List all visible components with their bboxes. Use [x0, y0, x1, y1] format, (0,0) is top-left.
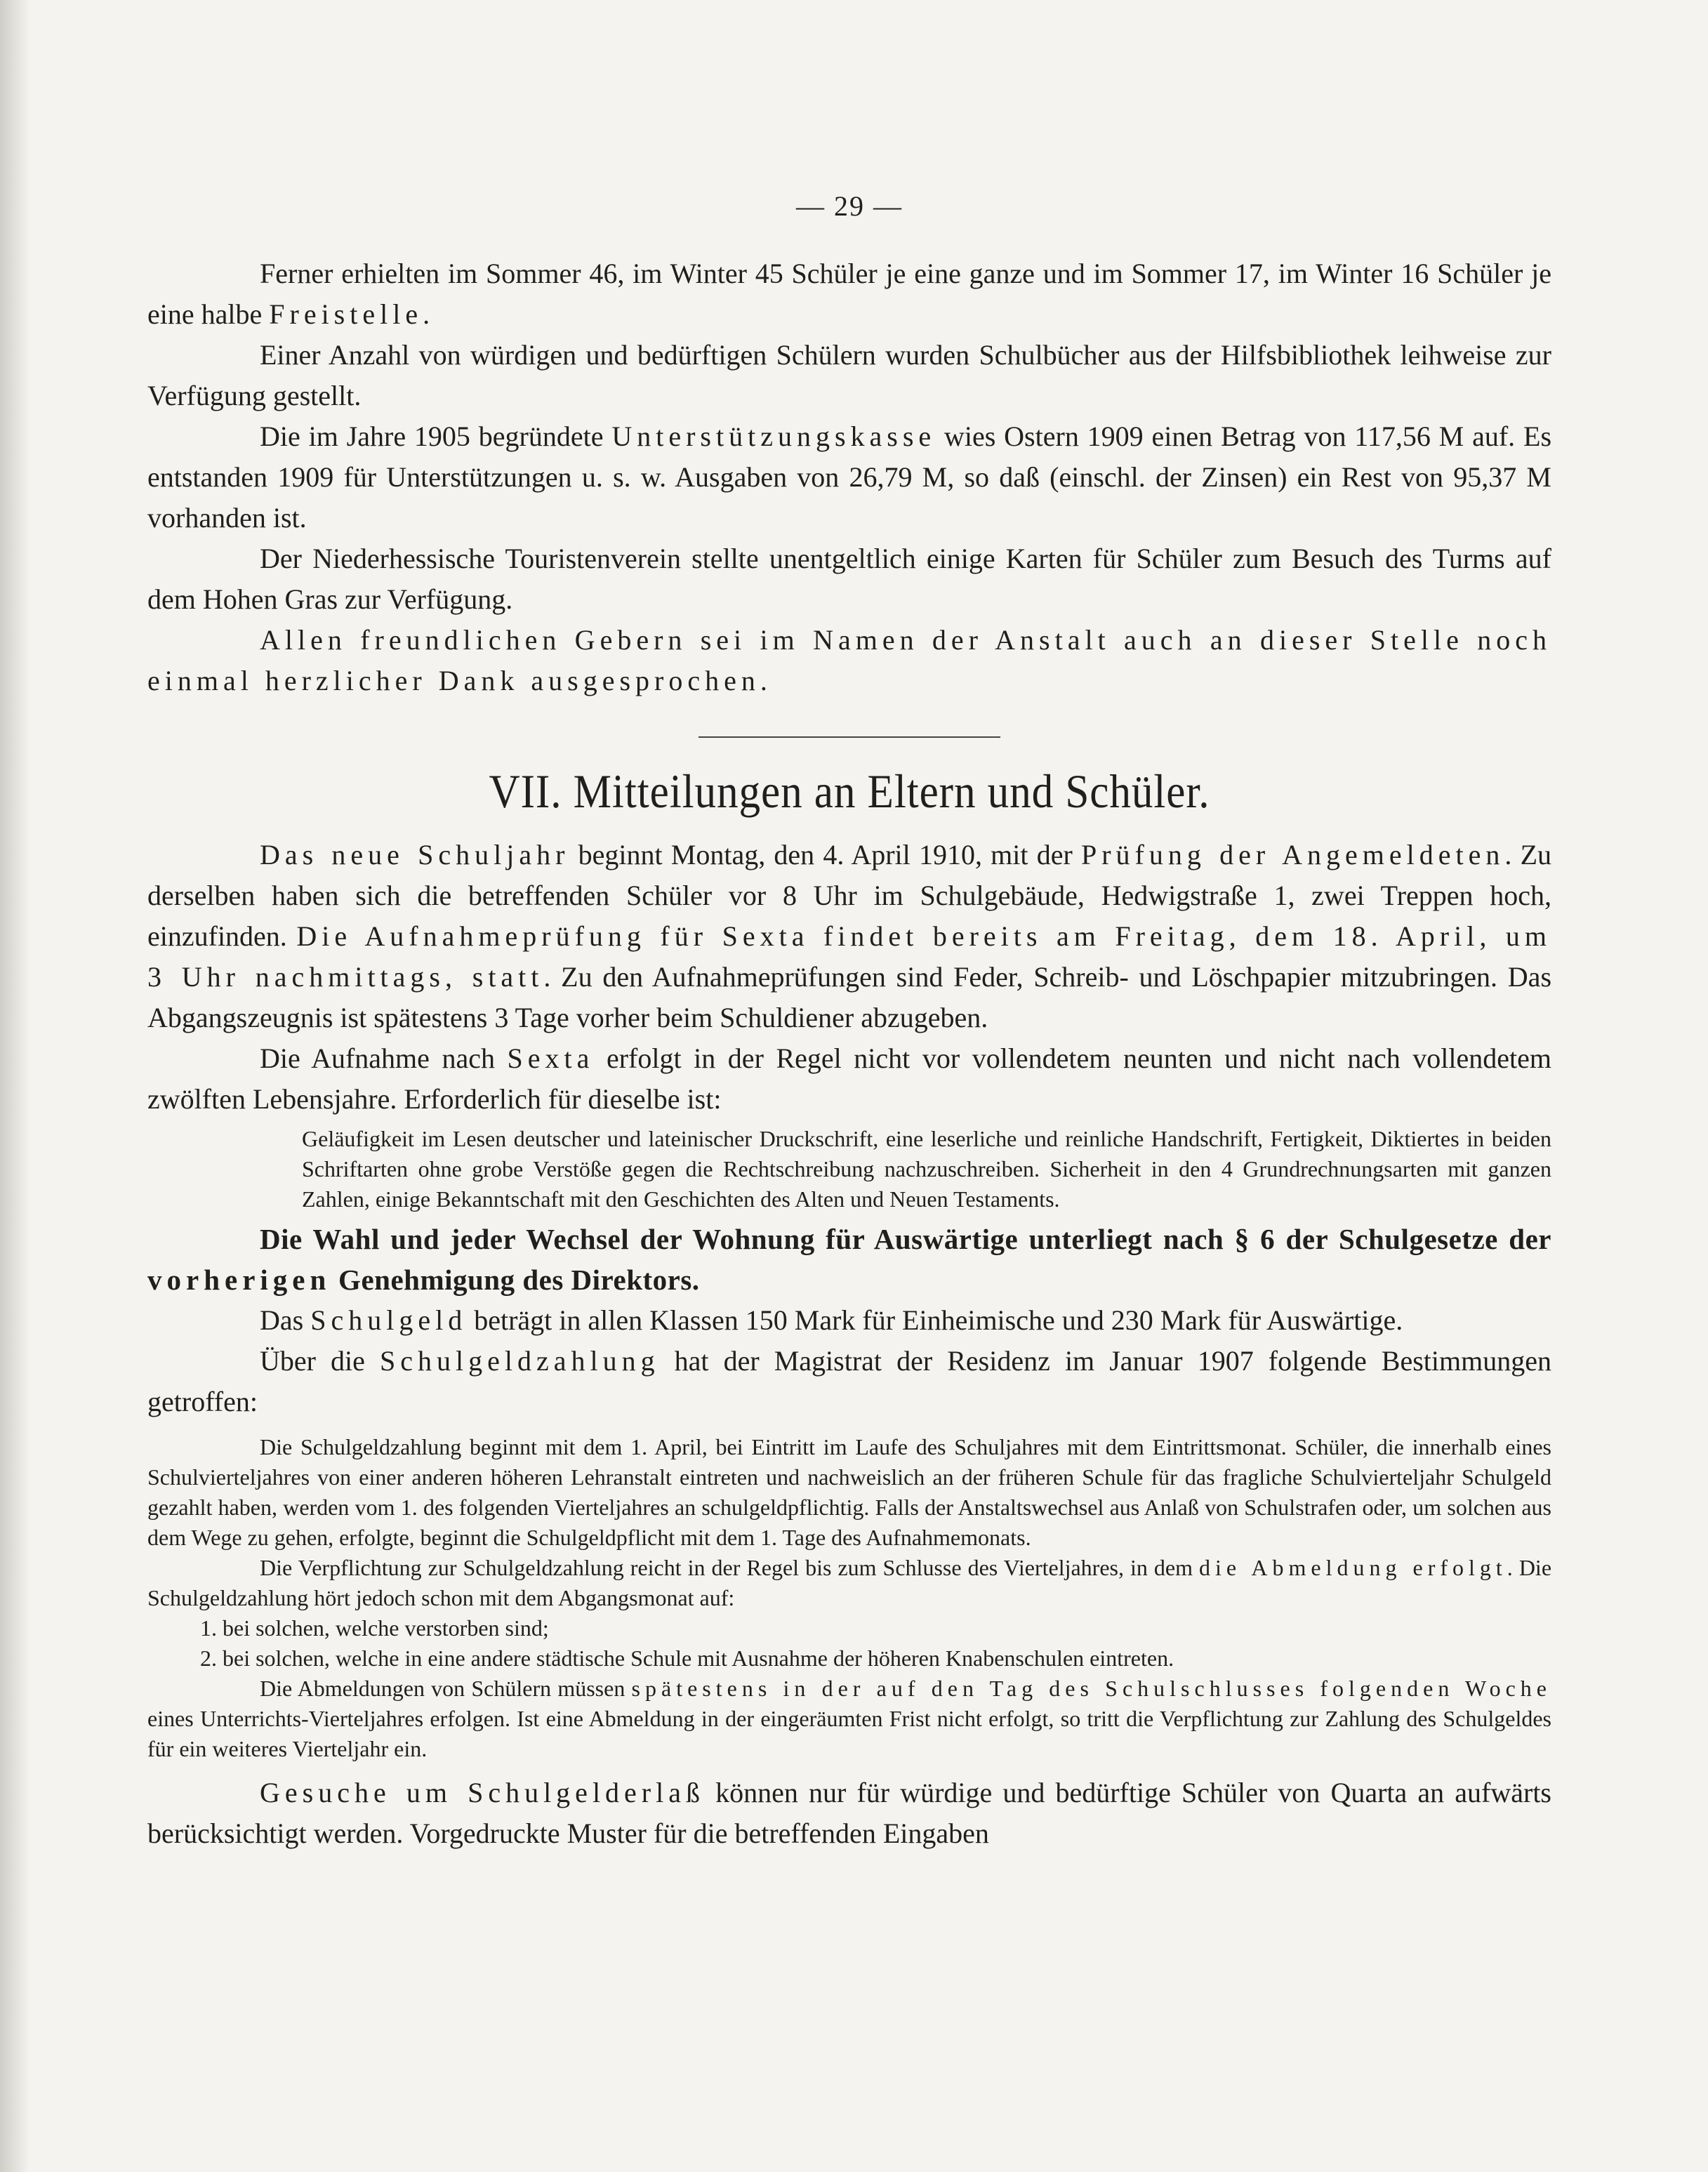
regulation-abmeldungen: Die Abmeldungen von Schülern müssen spätestens in der auf den Tag des Schulschlusses folgenden Woche eines Unterrichts-Vierteljahres erfolgen. Ist eine Abmeldung in der eingeräumten Frist nicht erfolgt, so tritt die Verpflichtung zur Zahlung des Schulgeldes für ein weiteres Vierteljahr ein. — [147, 1676, 1552, 1761]
regulation-verpflichtung: Die Verpflichtung zur Schulgeldzahlung reicht in der Regel bis zum Schlusse des Vierteljahres, in dem die Abmeldung erfolgt. Die Schulgeldzahlung hört jedoch schon mit dem Abgangsmonat auf: — [147, 1555, 1552, 1610]
spaced-text: Das neue Schuljahr — [260, 839, 570, 870]
paragraph-touristenverein: Der Niederhessische Touristenverein stellte unentgeltlich einige Karten für Schüler zum Besuch des Turms auf dem Hohen Gras zur Verfügung. — [147, 543, 1551, 615]
paragraph-schuljahr: Das neue Schuljahr beginnt Montag, den 4. April 1910, mit der Prüfung der Angemeldeten. Zu derselben haben sich die betreffenden Schüler vor 8 Uhr im Schulgebäude, Hedwigstraße 1, zwei Treppen hoch, einzufinden. Die Aufnahmeprüfung für Sexta findet bereits am Freitag, dem 18. April, um 3 Uhr nachmittags, statt. Zu den Aufnahmeprüfungen sind Feder, Schreib- und Löschpapier mitzubringen. Das Abgangszeugnis ist spätestens 3 Tage vorher beim Schuldiener abzugeben. — [147, 839, 1552, 1033]
spaced-text: Die Aufnahmeprüfung für Sexta findet bereits am Freitag, dem 18. April, um 3 Uhr nachmittags, statt — [147, 920, 1551, 993]
page-number: — 29 — — [796, 190, 903, 222]
section-heading: VII. Mitteilungen an Eltern und Schüler. — [489, 764, 1210, 818]
spaced-text: Prüfung der Angemeldeten — [1080, 839, 1505, 870]
paragraph-schulgeldzahlung: Über die Schulgeldzahlung hat der Magistrat der Residenz im Januar 1907 folgende Bestimmungen getroffen: — [147, 1345, 1551, 1417]
paragraph-unterstuetzungskasse: Die im Jahre 1905 begründete Unterstützungskasse wies Ostern 1909 einen Betrag von 117,56 M auf. Es entstanden 1909 für Unterstützungen u. s. w. Ausgaben von 26,79 M, so daß (einschl. der Zinsen) ein Rest von 95,37 M vorhanden ist. — [147, 421, 1552, 534]
requirements-block: Geläufigkeit im Lesen deutscher und lateinischer Druckschrift, eine leserliche und reinliche Handschrift, Fertigkeit, Diktiertes in beiden Schriftarten ohne grobe Verstöße gegen die Rechtschreibung nachzuschreiben. Sicherheit in den 4 Grundrechnungsarten mit ganzen Zahlen, einige Bekanntschaft mit den Geschichten des Alten und Neuen Testaments. — [302, 1126, 1551, 1212]
paragraph-dank — [147, 620, 1551, 701]
list-item: 2. bei solchen, welche in eine andere städtische Schule mit Ausnahme der höheren Knabenschulen eintreten. — [200, 1645, 1174, 1671]
paragraph-freistellen: Ferner erhielten im Sommer 46, im Winter 45 Schüler je eine ganze und im Sommer 17, im Winter 16 Schüler je eine halbe Freistelle. — [147, 258, 1551, 330]
spaced-text: Freistelle — [269, 298, 423, 330]
page-content — [147, 190, 1551, 1854]
paragraph-schulbuecher: Einer Anzahl von würdigen und bedürftigen Schülern wurden Schulbücher aus der Hilfsbibliothek leihweise zur Verfügung gestellt. — [147, 339, 1551, 411]
spaced-text: Gesuche um Schulgelderlaß — [260, 1777, 705, 1808]
spaced-text: Allen freundlichen Gebern sei im Namen der Anstalt auch an dieser Stelle noch einmal herzlicher Dank ausgesprochen. — [147, 624, 1551, 696]
bold-notice: Die Wahl und jeder Wechsel der Wohnung für Auswärtige unterliegt nach § 6 der Schulgesetze der vorherigen Genehmigung des Direktors. — [147, 1223, 1551, 1296]
regulations-block — [147, 1432, 1551, 1764]
regulation-beginn: Die Schulgeldzahlung beginnt mit dem 1. April, bei Eintritt im Laufe des Schuljahres mit dem Eintrittsmonat. Schüler, die innerhalb eines Schulvierteljahres von einer anderen höheren Lehranstalt eintreten und nachweislich an der früheren Schule für das fragliche Schulvierteljahr Schulgeld gezahlt haben, werden vom 1. des folgenden Vierteljahres an schulgeldpflichtig. Falls der Anstaltswechsel aus Anlaß von Schulstrafen oder, um solchen aus dem Wege zu gehen, erfolgte, beginnt die Schulgeldpflicht mit dem 1. Tage des Aufnahmemonats. — [147, 1434, 1551, 1550]
list-item: 1. bei solchen, welche verstorben sind; — [200, 1615, 549, 1641]
binding-shadow — [0, 0, 29, 2172]
spaced-text: Sexta — [507, 1042, 595, 1074]
paragraph-schulgelderlass: Gesuche um Schulgelderlaß können nur für würdige und bedürftige Schüler von Quarta an aufwärts berücksichtigt werden. Vorgedruckte Muster für die betreffenden Eingaben — [147, 1777, 1551, 1849]
paragraph-schulgeld: Das Schulgeld beträgt in allen Klassen 150 Mark für Einheimische und 230 Mark für Auswärtige. — [260, 1304, 1403, 1336]
spaced-text: Unterstützungskasse — [611, 421, 936, 452]
spaced-text: Schulgeldzahlung — [379, 1345, 660, 1377]
paragraph-aufnahme: Die Aufnahme nach Sexta erfolgt in der Regel nicht vor vollendetem neunten und nicht nach vollendetem zwölften Lebensjahre. Erforderlich für dieselbe ist: — [147, 1042, 1551, 1115]
section-divider — [699, 736, 1000, 738]
spaced-text: Schulgeld — [310, 1304, 468, 1336]
